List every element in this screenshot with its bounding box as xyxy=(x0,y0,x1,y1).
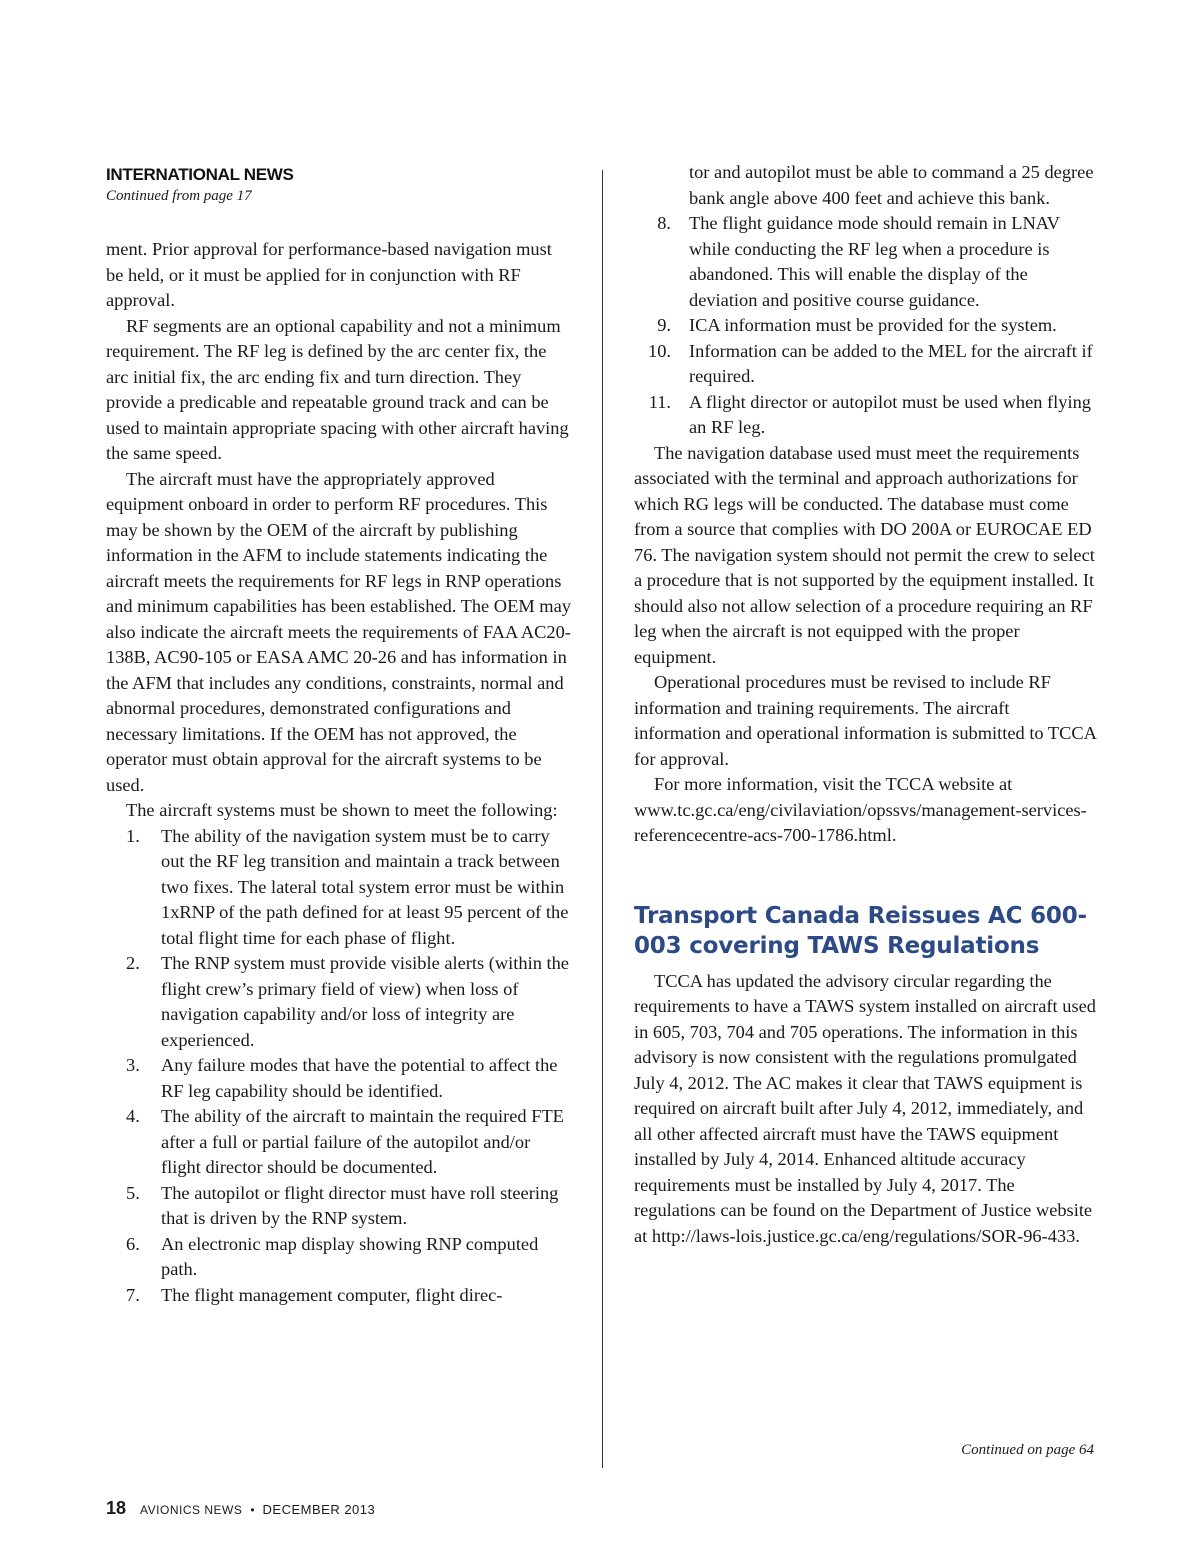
list-item xyxy=(106,824,572,952)
list-item xyxy=(106,1104,572,1181)
body-paragraph: Operational procedures must be revised to include RF information and training requirements. The aircraft information and operational information is submitted to TCCA for approval. xyxy=(634,672,1096,769)
right-column xyxy=(634,160,1096,1249)
footer-bullet: • xyxy=(250,1503,255,1517)
body-paragraph: ment. Prior approval for performance-based navigation must be held, or it must be applied for in conjunction with RF approval. xyxy=(106,239,552,310)
body-paragraph: For more information, visit the TCCA website at www.tc.gc.ca/eng/civilaviation/opssvs/management-services-referencecentre-acs-700-1786.html. xyxy=(634,774,1087,845)
continued-from-note: Continued from page 17 xyxy=(106,188,252,204)
body-paragraph: The aircraft systems must be shown to meet the following: xyxy=(126,800,558,820)
body-paragraph: The navigation database used must meet the requirements associated with the terminal and approach authorizations for which RG legs will be conducted. The database must come from a source that complies with DO 200A or EUROCAE ED 76. The navigation system should not permit the crew to select a procedure that is not supported by the equipment installed. It should also not allow selection of a procedure requiring an RF leg when the aircraft is not equipped with the proper equipment. xyxy=(634,442,1095,667)
list-item-number: 1. xyxy=(126,825,140,846)
article-headline: Transport Canada Reissues AC 600-003 covering TAWS Regulations xyxy=(634,902,1087,959)
list-item-text: The autopilot or flight director must have roll steering that is driven by the RNP system. xyxy=(161,1182,559,1228)
list-item xyxy=(106,1283,572,1309)
list-item xyxy=(634,211,1096,313)
list-item-text: ICA information must be provided for the system. xyxy=(689,315,1057,335)
list-item xyxy=(106,1181,572,1232)
list-item xyxy=(634,313,1096,339)
column-divider xyxy=(602,170,603,1468)
list-item xyxy=(634,390,1096,441)
list-item-text: The flight guidance mode should remain in LNAV while conducting the RF leg when a procedure is abandoned. This will enable the display of the deviation and positive course guidance. xyxy=(689,213,1060,310)
list-item-text: A flight director or autopilot must be used when flying an RF leg. xyxy=(689,391,1091,437)
requirements-list-continued xyxy=(634,211,1096,441)
list-item-text: Information can be added to the MEL for the aircraft if required. xyxy=(689,340,1093,386)
list-item xyxy=(634,339,1096,390)
body-paragraph: RF segments are an optional capability and not a minimum requirement. The RF leg is defined by the arc center fix, the arc initial fix, the arc ending fix and turn direction. They provide a predicable and repeatable ground track and can be used to maintain appropriate spacing with other aircraft having the same speed. xyxy=(106,315,569,463)
list-item-continuation: tor and autopilot must be able to command a 25 degree bank angle above 400 feet and achieve this bank. xyxy=(689,162,1094,208)
list-item-number: 7. xyxy=(126,1284,140,1305)
page-number: 18 xyxy=(106,1498,127,1518)
list-item-text: The ability of the navigation system must be to carry out the RF leg transition and maintain a track between two fixes. The lateral total system error must be within 1xRNP of the path defined for at least 95 percent of the total flight time for each phase of flight. xyxy=(161,825,569,948)
list-item xyxy=(106,1053,572,1104)
list-item-text: The flight management computer, flight direc- xyxy=(161,1284,503,1305)
left-column xyxy=(106,164,572,1308)
issue-date: DECEMBER 2013 xyxy=(262,1502,376,1517)
list-item-number: 5. xyxy=(126,1182,140,1203)
publication-name: AVIONICS NEWS xyxy=(140,1503,243,1517)
list-item-number: 10. xyxy=(648,340,671,361)
continued-on-note: Continued on page 64 xyxy=(961,1442,1094,1458)
list-item-number: 3. xyxy=(126,1055,140,1075)
article-body: TCCA has updated the advisory circular regarding the requirements to have a TAWS system installed on aircraft used in 605, 703, 704 and 705 operations. The information in this advisory is now consistent with the regulations promulgated July 4, 2012. The AC makes it clear that TAWS equipment is required on aircraft built after July 4, 2012, immediately, and all other affected aircraft must have the TAWS equipment installed by July 4, 2014. Enhanced altitude accuracy requirements must be installed by July 4, 2017. The regulations can be found on the Department of Justice website at http://laws-lois.justice.gc.ca/eng/regulations/SOR-96-433. xyxy=(634,970,1096,1246)
body-paragraph: The aircraft must have the appropriately approved equipment onboard in order to perform RF procedures. This may be shown by the OEM of the aircraft by publishing information in the AFM to include statements indicating the aircraft meets the requirements for RF legs in RNP operations and minimum capabilities has been established. The OEM may also indicate the aircraft meets the requirements of FAA AC20-138B, AC90-105 or EASA AMC 20-26 and has information in the AFM that includes any conditions, constraints, normal and abnormal procedures, demonstrated configurations and necessary limitations. If the OEM has not approved, the operator must obtain approval for the aircraft systems to be used. xyxy=(106,468,571,795)
list-item-text: The RNP system must provide visible alerts (within the flight crew’s primary field of view) when loss of navigation capability and/or loss of integrity are experienced. xyxy=(161,953,569,1050)
list-item-number: 6. xyxy=(126,1233,140,1254)
list-item-text: An electronic map display showing RNP computed path. xyxy=(161,1233,539,1279)
page-footer xyxy=(106,1498,375,1519)
list-item-number: 2. xyxy=(126,953,140,973)
list-item xyxy=(106,1232,572,1283)
list-item-number: 11. xyxy=(648,391,671,412)
list-item-number: 8. xyxy=(657,213,671,233)
list-item-text: The ability of the aircraft to maintain the required FTE after a full or partial failure of the autopilot and/or flight director should be documented. xyxy=(161,1106,564,1177)
section-label: INTERNATIONAL NEWS xyxy=(106,165,294,184)
list-item-number: 9. xyxy=(657,315,671,335)
list-item xyxy=(106,951,572,1053)
list-item-number: 4. xyxy=(126,1106,140,1126)
requirements-list xyxy=(106,824,572,1309)
list-item-text: Any failure modes that have the potential to affect the RF leg capability should be identified. xyxy=(161,1055,558,1101)
